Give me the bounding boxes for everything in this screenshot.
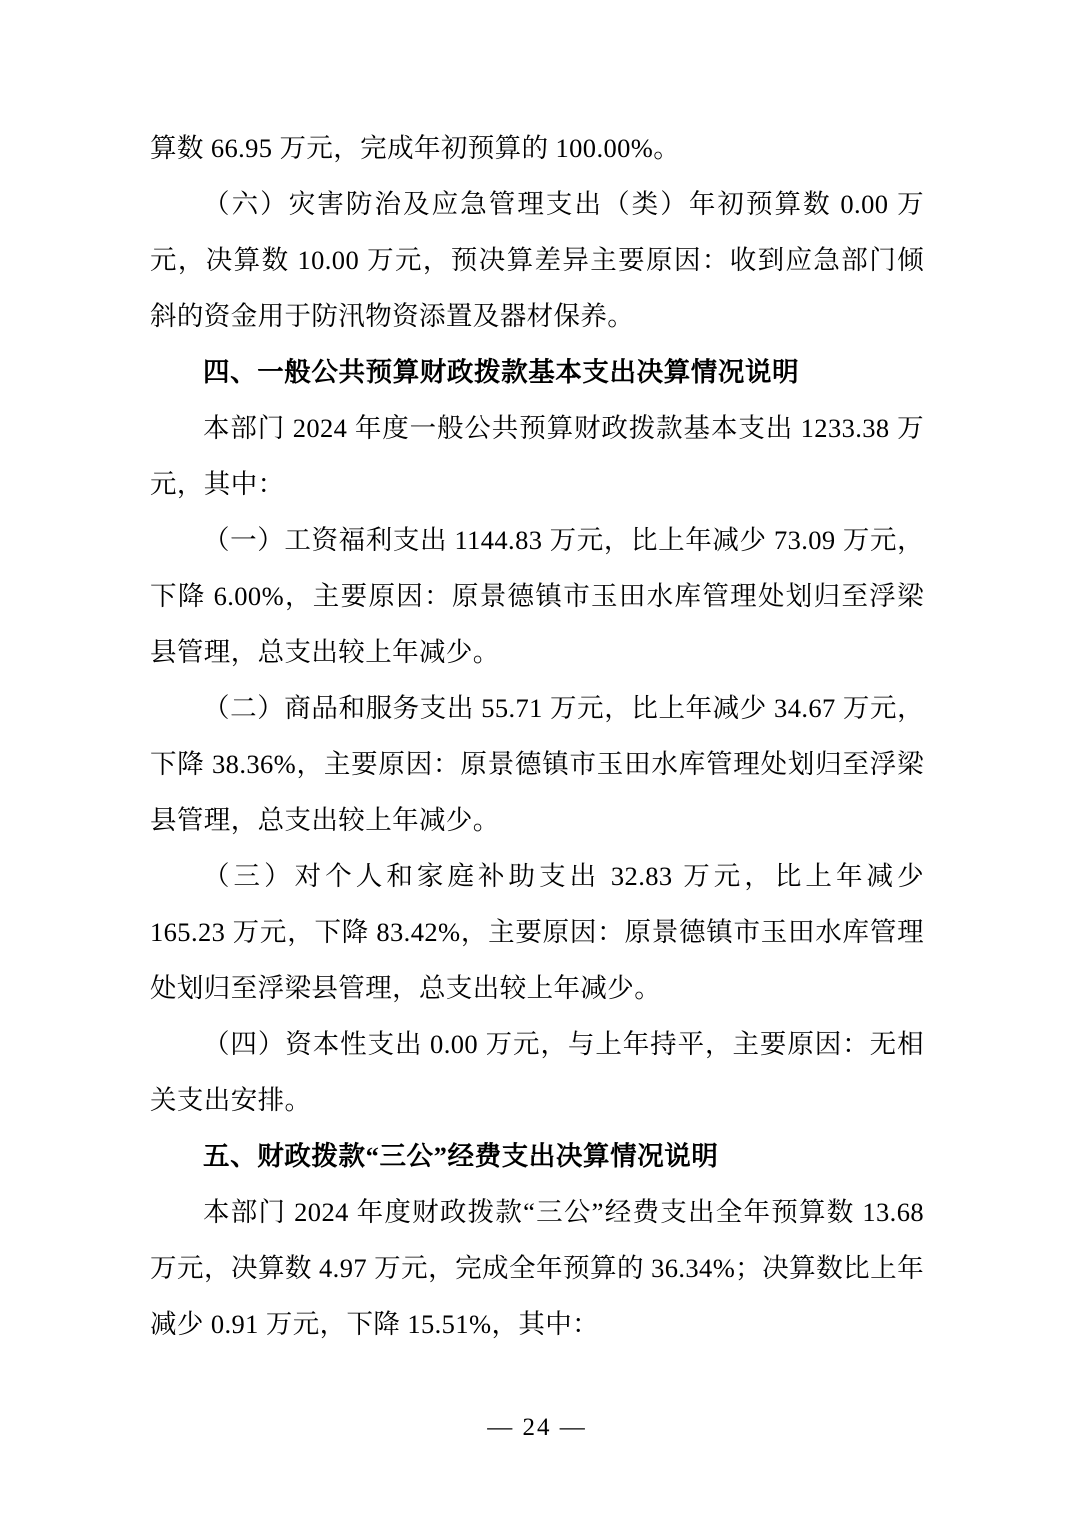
heading-section-five: 五、财政拨款“三公”经费支出决算情况说明	[203, 1141, 719, 1171]
page-number: — 24 —	[487, 1414, 587, 1441]
paragraph-item-one-salary-welfare: （一）工资福利支出 1144.83 万元，比上年减少 73.09 万元，下降 6.00%，主要原因：原景德镇市玉田水库管理处划归至浮梁县管理，总支出较上年减少。	[150, 525, 924, 667]
paragraph-continued-budget-66950000: 算数 66.95 万元，完成年初预算的 100.00%。	[150, 133, 681, 163]
paragraph-item-two-goods-services: （二）商品和服务支出 55.71 万元，比上年减少 34.67 万元，下降 38.36%，主要原因：原景德镇市玉田水库管理处划归至浮梁县管理，总支出较上年减少。	[150, 693, 924, 835]
paragraph-item-four-capital-expenditure: （四）资本性支出 0.00 万元，与上年持平，主要原因：无相关支出安排。	[150, 1029, 924, 1115]
page-body	[150, 120, 924, 1352]
paragraph-item-three-individual-family-subsidy: （三）对个人和家庭补助支出 32.83 万元，比上年减少 165.23 万元，下降 83.42%，主要原因：原景德镇市玉田水库管理处划归至浮梁县管理，总支出较上年减少。	[150, 861, 924, 1003]
heading-section-four: 四、一般公共预算财政拨款基本支出决算情况说明	[203, 357, 800, 387]
paragraph-three-public-expenses-summary: 本部门 2024 年度财政拨款“三公”经费支出全年预算数 13.68 万元，决算数 4.97 万元，完成全年预算的 36.34%；决算数比上年减少 0.91 万元，下降 15.51%，其中：	[150, 1197, 924, 1339]
paragraph-basic-expenditure-total: 本部门 2024 年度一般公共预算财政拨款基本支出 1233.38 万元，其中：	[150, 413, 924, 499]
paragraph-item-six-disaster-prevention: （六）灾害防治及应急管理支出（类）年初预算数 0.00 万元，决算数 10.00 万元，预决算差异主要原因：收到应急部门倾斜的资金用于防汛物资添置及器材保养。	[150, 189, 924, 331]
